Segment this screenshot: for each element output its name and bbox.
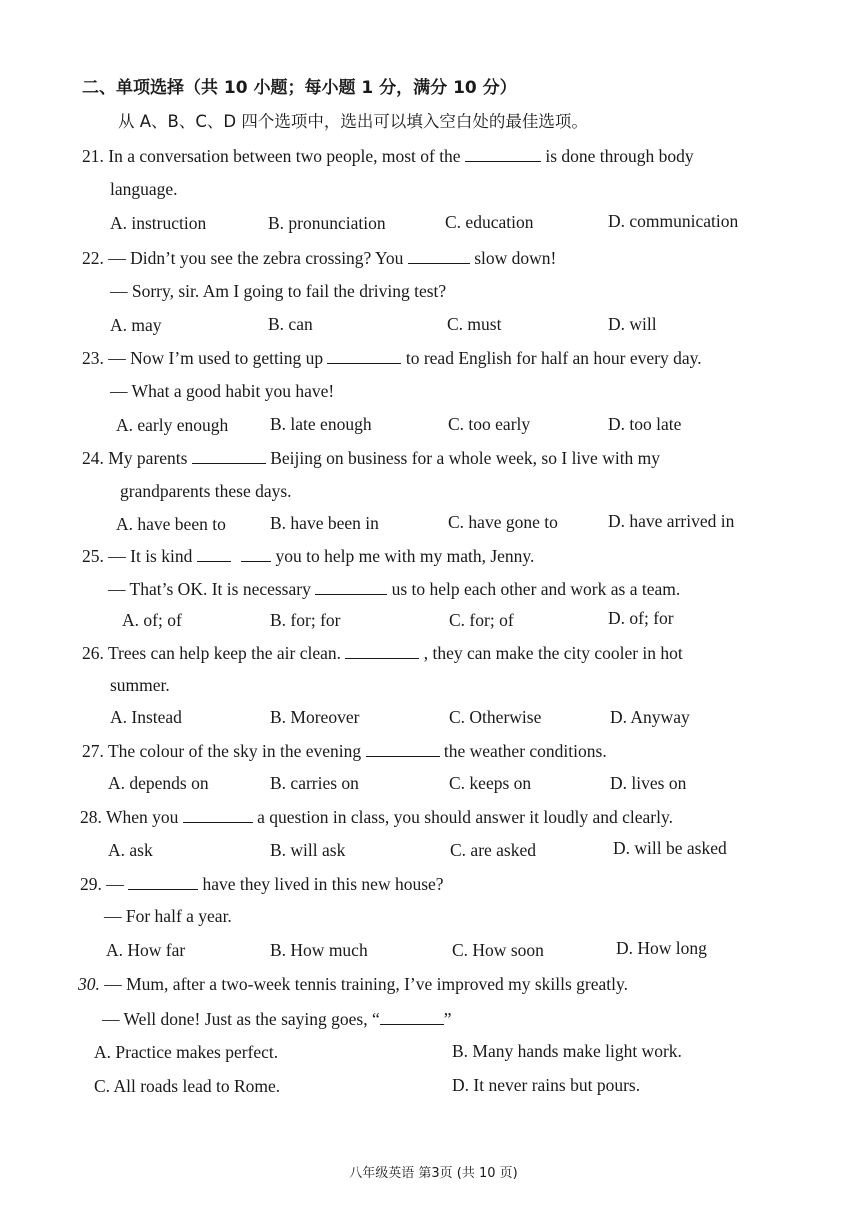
stem-text: — Sorry, sir. Am I going to fail the driving test? — [110, 281, 447, 301]
answer-blank — [192, 449, 266, 464]
section-title: 二、单项选择（共 10 小题；每小题 1 分，满分 10 分） — [82, 78, 517, 98]
question-number: 29. — [80, 874, 102, 894]
stem-text: In a conversation between two people, most of the — [108, 146, 461, 166]
option-a: A. ask — [108, 840, 153, 860]
question-stem — [108, 580, 680, 599]
answer-blank — [315, 580, 387, 595]
stem-text: — For half a year. — [104, 906, 232, 926]
option-a: A. instruction — [110, 213, 207, 233]
question-stem — [82, 147, 694, 166]
question-stem — [82, 547, 534, 566]
option-d: D. How long — [616, 938, 707, 958]
option-c: C. All roads lead to Rome. — [94, 1076, 281, 1096]
stem-text: us to help each other and work as a team. — [391, 579, 681, 599]
option-b: B. carries on — [270, 773, 359, 793]
option-c: C. too early — [448, 414, 531, 434]
option-d: D. of; for — [608, 608, 674, 628]
stem-text: — — [106, 874, 124, 894]
question-number: 27. — [82, 741, 104, 761]
stem-text: , they can make the city cooler in hot — [423, 643, 683, 663]
option-b: B. How much — [270, 940, 368, 960]
option-d: D. communication — [608, 211, 739, 231]
option-c: C. How soon — [452, 940, 544, 960]
stem-text: slow down! — [474, 248, 557, 268]
question-number: 26. — [82, 643, 104, 663]
option-b: B. pronunciation — [268, 213, 386, 233]
stem-text: — It is kind — [108, 546, 193, 566]
stem-text: is done through body — [545, 146, 694, 166]
stem-text: the weather conditions. — [443, 741, 607, 761]
question-number: 22. — [82, 248, 104, 268]
stem-text: Beijing on business for a whole week, so I live with my — [270, 448, 661, 468]
stem-text: — That’s OK. It is necessary — [108, 579, 311, 599]
option-c: C. must — [447, 314, 502, 334]
option-b: B. will ask — [270, 840, 346, 860]
stem-text: have they lived in this new house? — [202, 874, 444, 894]
question-stem — [102, 1010, 452, 1029]
question-stem — [82, 249, 556, 268]
question-number: 24. — [82, 448, 104, 468]
option-d: D. lives on — [610, 773, 687, 793]
question-number: 28. — [80, 807, 102, 827]
option-c: C. are asked — [450, 840, 537, 860]
option-c: C. have gone to — [448, 512, 558, 532]
stem-text: — Mum, after a two-week tennis training, I’ve improved my skills greatly. — [104, 974, 628, 994]
question-stem — [78, 976, 628, 994]
option-a: A. Instead — [110, 707, 182, 727]
question-number: 25. — [82, 546, 104, 566]
question-stem — [82, 644, 683, 663]
question-stem — [82, 742, 607, 761]
option-a: A. Practice makes perfect. — [94, 1042, 279, 1062]
answer-blank — [183, 808, 253, 823]
stem-text: summer. — [110, 675, 170, 695]
option-d: D. will — [608, 314, 657, 334]
stem-text: My parents — [108, 448, 188, 468]
option-d: D. will be asked — [613, 838, 727, 858]
stem-text: — Didn’t you see the zebra crossing? You — [108, 248, 404, 268]
stem-text: grandparents these days. — [120, 481, 292, 501]
option-c: C. education — [445, 212, 534, 232]
answer-blank — [241, 547, 271, 562]
answer-blank — [128, 875, 198, 890]
stem-text: to read English for half an hour every day. — [405, 348, 702, 368]
question-stem — [80, 808, 673, 827]
question-stem — [82, 449, 660, 468]
stem-text: — Now I’m used to getting up — [108, 348, 324, 368]
option-a: A. early enough — [116, 415, 229, 435]
option-d: D. too late — [608, 414, 682, 434]
option-a: A. have been to — [116, 514, 226, 534]
option-d: D. Anyway — [610, 707, 690, 727]
answer-blank — [380, 1010, 444, 1025]
option-a: A. of; of — [122, 610, 182, 630]
option-c: C. keeps on — [449, 773, 532, 793]
stem-text: — What a good habit you have! — [110, 381, 335, 401]
option-c: C. for; of — [449, 610, 514, 630]
stem-text: Trees can help keep the air clean. — [107, 643, 342, 663]
stem-text: The colour of the sky in the evening — [107, 741, 362, 761]
option-b: B. late enough — [270, 414, 372, 434]
option-b: B. Moreover — [270, 707, 360, 727]
answer-blank — [465, 147, 541, 162]
option-d: D. It never rains but pours. — [452, 1075, 641, 1095]
option-c: C. Otherwise — [449, 707, 542, 727]
stem-text: ” — [443, 1009, 452, 1029]
option-b: B. Many hands make light work. — [452, 1041, 682, 1061]
stem-text: When you — [105, 807, 179, 827]
answer-blank — [408, 249, 470, 264]
section-instruction: 从 A、B、C、D 四个选项中，选出可以填入空白处的最佳选项。 — [118, 112, 588, 131]
stem-text: — Well done! Just as the saying goes, “ — [102, 1009, 380, 1029]
stem-text: a question in class, you should answer it loudly and clearly. — [257, 807, 673, 827]
answer-blank — [366, 742, 440, 757]
option-b: B. have been in — [270, 513, 379, 533]
stem-text: you to help me with my math, Jenny. — [275, 546, 535, 566]
answer-blank — [197, 547, 231, 562]
question-stem — [80, 875, 444, 894]
question-number: 21. — [82, 146, 104, 166]
option-b: B. for; for — [270, 610, 341, 630]
answer-blank — [327, 349, 401, 364]
stem-text: language. — [110, 179, 178, 199]
option-a: A. may — [110, 315, 162, 335]
question-stem — [82, 349, 702, 368]
answer-blank — [345, 644, 419, 659]
option-a: A. How far — [106, 940, 186, 960]
option-a: A. depends on — [108, 773, 209, 793]
question-number: 30. — [78, 974, 100, 994]
option-b: B. can — [268, 314, 313, 334]
question-number: 23. — [82, 348, 104, 368]
page-footer: 八年级英语 第3页 (共 10 页) — [349, 1166, 518, 1181]
option-d: D. have arrived in — [608, 511, 735, 531]
